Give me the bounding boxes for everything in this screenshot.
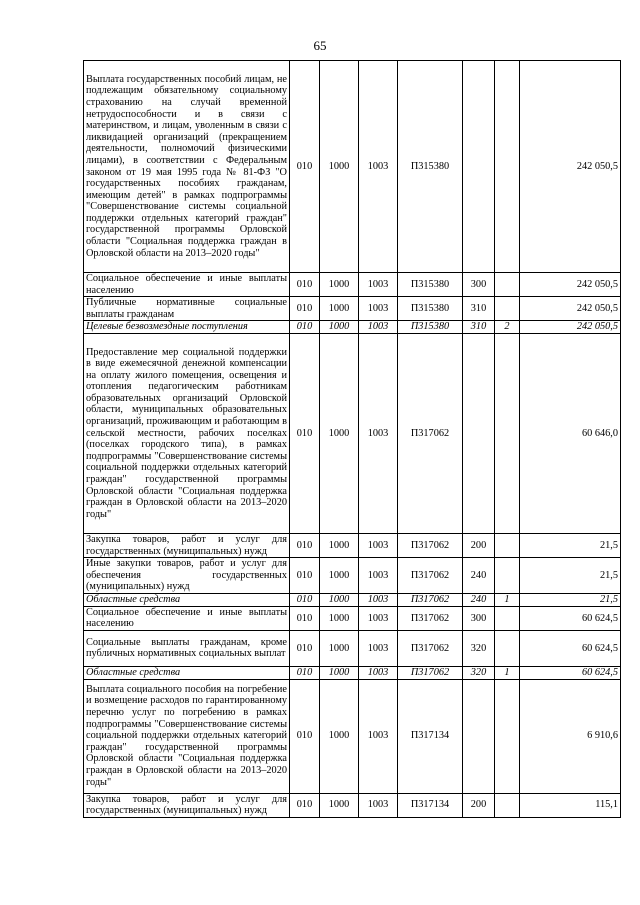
code-admin: 010 <box>290 793 320 817</box>
code-expense-type: 240 <box>463 594 495 607</box>
table-row <box>84 630 621 666</box>
code-target: П317062 <box>398 666 463 679</box>
table-row <box>84 333 621 533</box>
amount: 115,1 <box>520 793 621 817</box>
code-subsection: 1003 <box>359 333 398 533</box>
amount: 21,5 <box>520 558 621 594</box>
table-row <box>84 297 621 321</box>
code-section: 1000 <box>320 273 359 297</box>
code-section: 1000 <box>320 679 359 793</box>
code-target: П317134 <box>398 679 463 793</box>
code-admin: 010 <box>290 679 320 793</box>
table-row <box>84 666 621 679</box>
code-section: 1000 <box>320 333 359 533</box>
row-description: Закупка товаров, работ и услуг для государственных (муниципальных) нужд <box>84 793 290 817</box>
code-target: П317062 <box>398 533 463 557</box>
code-admin: 010 <box>290 321 320 334</box>
code-admin: 010 <box>290 61 320 273</box>
code-source <box>495 297 520 321</box>
code-admin: 010 <box>290 297 320 321</box>
code-expense-type: 320 <box>463 666 495 679</box>
code-target: П315380 <box>398 61 463 273</box>
code-admin: 010 <box>290 533 320 557</box>
table-row <box>84 606 621 630</box>
table-row <box>84 793 621 817</box>
code-expense-type: 310 <box>463 297 495 321</box>
table-row <box>84 594 621 607</box>
code-section: 1000 <box>320 606 359 630</box>
row-description: Предоставление мер социальной поддержки в виде ежемесячной денежной компенсации на оплату жилого помещения, освещения и отопления педагогическим работникам образовательных организаций Орловской области, муниципальных образовательных организаций, проживающим и работающим в сельской местности, рабочих поселках (поселках городского типа), в рамках подпрограммы "Совершенствование системы социальной поддержки отдельных категорий граждан" государственной программы Орловской области "Социальная поддержка граждан в Орловской области на 2013–2020 годы" <box>84 333 290 533</box>
code-source <box>495 630 520 666</box>
amount: 60 624,5 <box>520 666 621 679</box>
table-row <box>84 321 621 334</box>
row-description: Закупка товаров, работ и услуг для государственных (муниципальных) нужд <box>84 533 290 557</box>
amount: 21,5 <box>520 594 621 607</box>
code-target: П317062 <box>398 333 463 533</box>
table-row <box>84 61 621 273</box>
page-number: 65 <box>313 38 327 53</box>
code-source: 1 <box>495 594 520 607</box>
amount: 242 050,5 <box>520 297 621 321</box>
code-subsection: 1003 <box>359 558 398 594</box>
code-expense-type <box>463 333 495 533</box>
code-section: 1000 <box>320 630 359 666</box>
code-subsection: 1003 <box>359 594 398 607</box>
amount: 60 624,5 <box>520 630 621 666</box>
code-source <box>495 679 520 793</box>
code-subsection: 1003 <box>359 61 398 273</box>
code-source <box>495 558 520 594</box>
amount: 21,5 <box>520 533 621 557</box>
code-target: П317062 <box>398 594 463 607</box>
code-section: 1000 <box>320 61 359 273</box>
table-row <box>84 533 621 557</box>
amount: 6 910,6 <box>520 679 621 793</box>
row-description: Социальное обеспечение и иные выплаты населению <box>84 273 290 297</box>
code-admin: 010 <box>290 630 320 666</box>
code-section: 1000 <box>320 594 359 607</box>
code-subsection: 1003 <box>359 321 398 334</box>
code-expense-type: 310 <box>463 321 495 334</box>
code-section: 1000 <box>320 666 359 679</box>
code-subsection: 1003 <box>359 793 398 817</box>
code-source: 2 <box>495 321 520 334</box>
code-section: 1000 <box>320 793 359 817</box>
code-admin: 010 <box>290 606 320 630</box>
row-description: Выплата социального пособия на погребение и возмещение расходов по гарантированному перечню услуг по погребению в рамках подпрограммы "Совершенствование системы социальной поддержки отдельных категорий граждан" государственной программы Орловской области "Социальная поддержка граждан в Орловской области на 2013–2020 годы" <box>84 679 290 793</box>
code-source <box>495 273 520 297</box>
code-expense-type: 200 <box>463 533 495 557</box>
code-subsection: 1003 <box>359 630 398 666</box>
code-section: 1000 <box>320 321 359 334</box>
code-target: П315380 <box>398 297 463 321</box>
code-admin: 010 <box>290 666 320 679</box>
code-subsection: 1003 <box>359 533 398 557</box>
budget-table <box>83 60 621 818</box>
table-row <box>84 273 621 297</box>
row-description: Выплата государственных пособий лицам, не подлежащим обязательному социальному страхованию на случай временной нетрудоспособности и в связи с материнством, и лицам, уволенным в связи с ликвидацией организаций (прекращением деятельности, полномочий физическими лицами), в соответствии с Федеральным законом от 19 мая 1995 года № 81-ФЗ "О государственных пособиях гражданам, имеющим детей" в рамках подпрограммы "Совершенствование системы социальной поддержки отдельных категорий граждан" государственной программы Орловской области "Социальная поддержка граждан в Орловской области на 2013–2020 годы" <box>84 61 290 273</box>
code-admin: 010 <box>290 558 320 594</box>
code-source <box>495 793 520 817</box>
code-source <box>495 606 520 630</box>
code-admin: 010 <box>290 333 320 533</box>
code-target: П317062 <box>398 630 463 666</box>
code-subsection: 1003 <box>359 297 398 321</box>
amount: 242 050,5 <box>520 61 621 273</box>
row-description: Публичные нормативные социальные выплаты гражданам <box>84 297 290 321</box>
code-target: П315380 <box>398 321 463 334</box>
code-admin: 010 <box>290 594 320 607</box>
row-description: Областные средства <box>84 594 290 607</box>
code-expense-type: 300 <box>463 606 495 630</box>
code-target: П317062 <box>398 558 463 594</box>
code-target: П315380 <box>398 273 463 297</box>
code-source <box>495 333 520 533</box>
code-expense-type <box>463 61 495 273</box>
code-expense-type: 200 <box>463 793 495 817</box>
row-description: Иные закупки товаров, работ и услуг для обеспечения государственных (муниципальных) нужд <box>84 558 290 594</box>
amount: 242 050,5 <box>520 321 621 334</box>
code-subsection: 1003 <box>359 666 398 679</box>
row-description: Социальное обеспечение и иные выплаты населению <box>84 606 290 630</box>
table-row <box>84 558 621 594</box>
code-expense-type <box>463 679 495 793</box>
amount: 242 050,5 <box>520 273 621 297</box>
amount: 60 646,0 <box>520 333 621 533</box>
code-target: П317062 <box>398 606 463 630</box>
code-subsection: 1003 <box>359 606 398 630</box>
code-expense-type: 300 <box>463 273 495 297</box>
row-description: Социальные выплаты гражданам, кроме публичных нормативных социальных выплат <box>84 630 290 666</box>
row-description: Целевые безвозмездные поступления <box>84 321 290 334</box>
code-subsection: 1003 <box>359 679 398 793</box>
amount: 60 624,5 <box>520 606 621 630</box>
code-source <box>495 533 520 557</box>
code-source: 1 <box>495 666 520 679</box>
code-expense-type: 240 <box>463 558 495 594</box>
code-target: П317134 <box>398 793 463 817</box>
table-row <box>84 679 621 793</box>
row-description: Областные средства <box>84 666 290 679</box>
code-admin: 010 <box>290 273 320 297</box>
code-subsection: 1003 <box>359 273 398 297</box>
code-source <box>495 61 520 273</box>
code-section: 1000 <box>320 533 359 557</box>
code-section: 1000 <box>320 297 359 321</box>
code-expense-type: 320 <box>463 630 495 666</box>
code-section: 1000 <box>320 558 359 594</box>
